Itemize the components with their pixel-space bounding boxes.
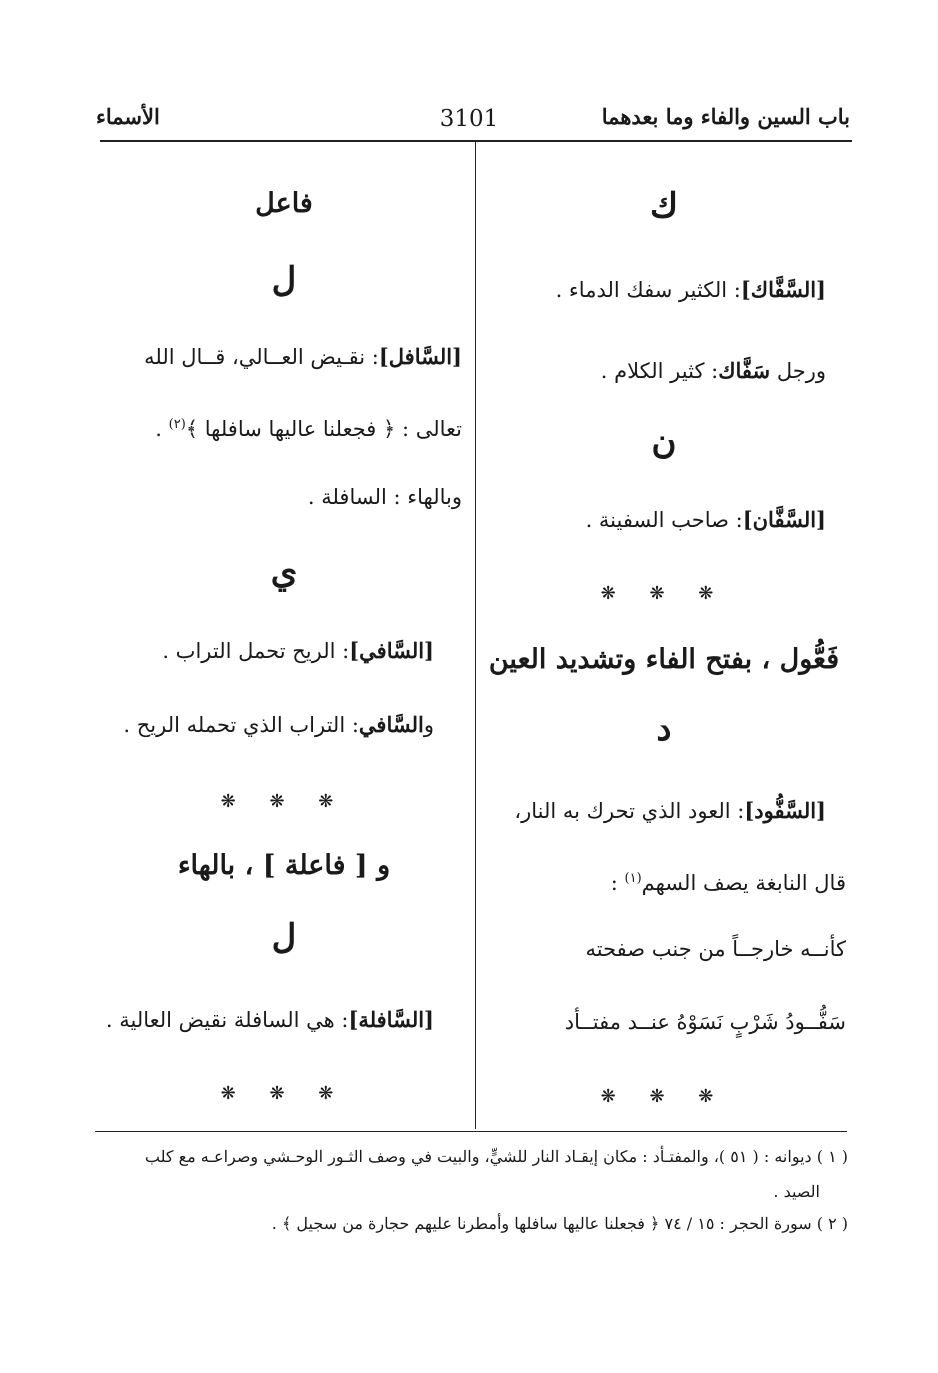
- entry-safila: [62, 1005, 434, 1035]
- entry-term: [السَّافل]: [378, 344, 462, 369]
- footnote-rule: [95, 1131, 847, 1132]
- entry-term: [السَّفُّود]: [744, 798, 826, 823]
- entry-safila-note: وبالهاء : السافلة .: [307, 485, 462, 509]
- entry-term: [السَّفَّاك]: [740, 277, 826, 302]
- letter-heading-y: ي: [270, 552, 298, 592]
- verse-second-half: سَفُّــودُ شَرْبٍ نَسَوْهُ عنــد مفتــأد: [564, 1010, 846, 1034]
- entry-saffak: [454, 275, 826, 305]
- footnote-2: ( ٢ ) سورة الحجر : ١٥ / ٧٤ ﴿ فجعلنا عاليها سافلها وأمطرنا عليهم حجارة من سجيل ﴾ .: [271, 1214, 848, 1233]
- verse-first-half: كأنــه خارجــاً من جنب صفحته: [585, 937, 846, 961]
- entry-definition: : هي السافلة نقيض العالية .: [105, 1008, 349, 1032]
- quote-intro: [474, 864, 846, 898]
- quote-intro-text: قال النابغة يصف السهم: [641, 871, 846, 895]
- letter-heading-k: ك: [649, 186, 679, 226]
- entry-term: [السَّافلة]: [348, 1007, 434, 1032]
- section-separator: ❋ ❋ ❋: [600, 583, 728, 604]
- line-end: .: [155, 417, 169, 441]
- entry-rajul-saffak: [454, 356, 826, 386]
- entry-definition: : صاحب السفينة .: [585, 508, 743, 532]
- footnote-ref-2: (٢): [168, 417, 186, 432]
- entry-term: [السَّفَّان]: [742, 507, 826, 532]
- entry-safil: [90, 342, 462, 372]
- entry-safil-quran: [90, 410, 462, 444]
- entry-safi-dust: [62, 710, 434, 740]
- footnote-1: ( ١ ) ديوانه : ( ٥١ )، والمفتـأد : مكان إيقـاد النار للشيٍّ، والبيت في وصف الثـور الوحـشي وصراعـه مع كلب: [144, 1147, 848, 1166]
- pattern-heading-fa3il: فاعل: [255, 188, 313, 219]
- entry-definition: : العود الذي تحرك به النار،: [514, 799, 745, 823]
- letter-heading-l: ل: [271, 260, 297, 300]
- entry-definition: : الريح تحمل التراب .: [162, 639, 350, 663]
- entry-prefix: و: [423, 713, 434, 737]
- running-head-chapter: باب السين والفاء وما بعدهما: [601, 104, 850, 129]
- entry-definition: : كثير الكلام .: [600, 359, 719, 383]
- entry-term: سَفَّاك: [718, 358, 771, 383]
- entry-term: السَّافي: [358, 712, 424, 737]
- page-number: 3101: [439, 106, 499, 132]
- quran-quote: تعالى : ﴿ فجعلنا عاليها سافلها ﴾: [185, 417, 462, 441]
- header-rule: [100, 140, 852, 142]
- letter-heading-d: د: [656, 709, 672, 749]
- section-separator: ❋ ❋ ❋: [600, 1086, 728, 1107]
- entry-saffan: [454, 505, 826, 535]
- entry-definition: : الكثير سفك الدماء .: [555, 278, 741, 302]
- entry-safi-wind: [62, 636, 434, 666]
- letter-heading-l-2: ل: [271, 917, 297, 957]
- entry-prefix: ورجل: [776, 359, 826, 383]
- footnote-1-cont: الصيد .: [773, 1182, 820, 1201]
- pattern-heading-fa3ila: و [ فاعلة ] ، بالهاء: [177, 850, 391, 881]
- letter-heading-n: ن: [651, 422, 677, 462]
- quote-colon: :: [610, 871, 618, 895]
- entry-saffud: [454, 796, 826, 826]
- section-separator: ❋ ❋ ❋: [220, 1083, 348, 1104]
- pattern-heading-fa33ul: فَعُّول ، بفتح الفاء وتشديد العين: [488, 644, 840, 675]
- entry-definition: : التراب الذي تحمله الريح .: [123, 713, 359, 737]
- entry-definition: : نقـيض العــالي، قــال الله: [144, 345, 379, 369]
- running-head-section: الأسماء: [96, 104, 160, 129]
- footnote-ref-1: (١): [624, 871, 642, 886]
- entry-term: [السَّافي]: [349, 638, 434, 663]
- section-separator: ❋ ❋ ❋: [220, 791, 348, 812]
